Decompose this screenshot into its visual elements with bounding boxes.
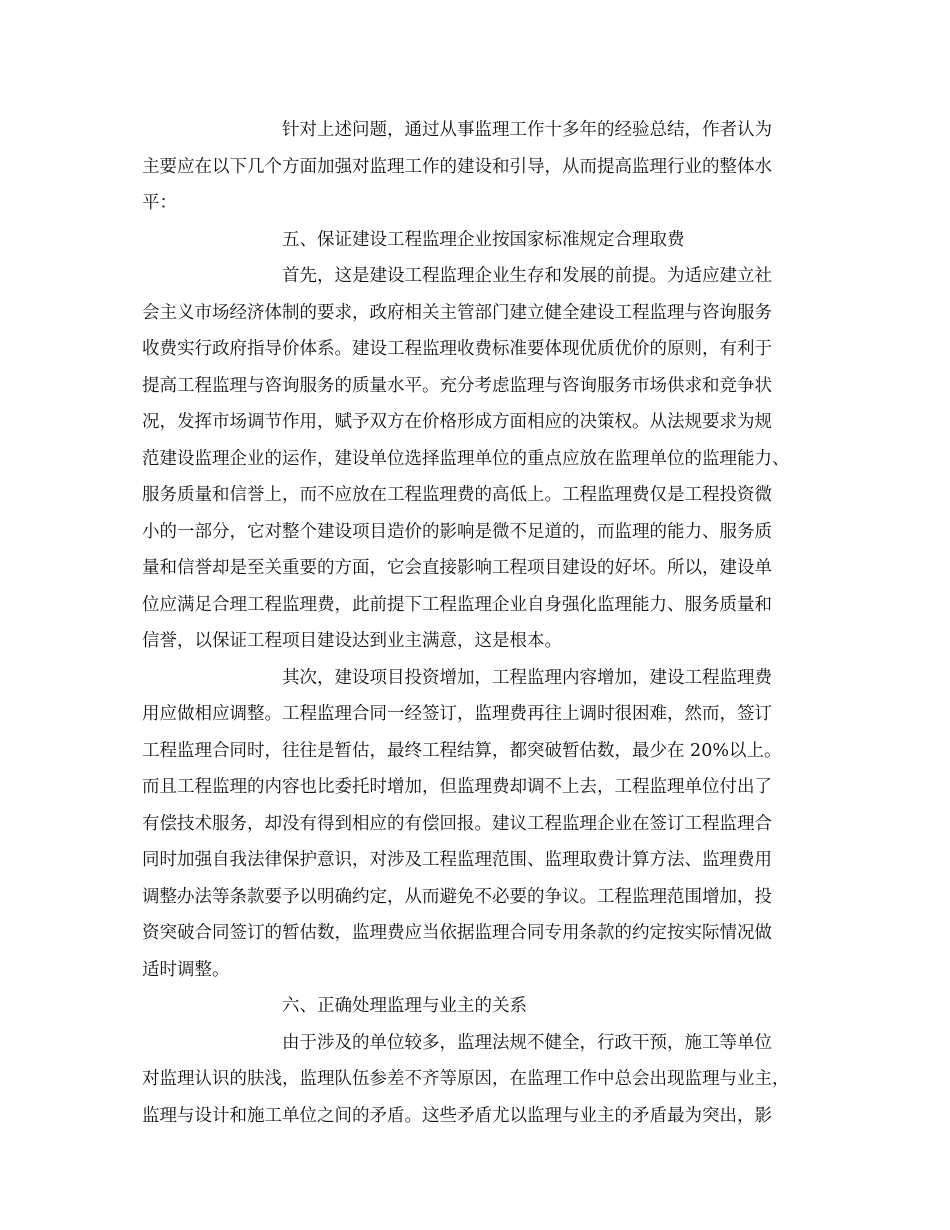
heading-line: 六、正确处理监理与业主的关系: [282, 996, 527, 1016]
text-line: 范建设监理企业的运作，建设单位选择监理单位的重点应放在监理单位的监理能力、: [142, 448, 790, 469]
text-line: 主要应在以下几个方面加强对监理工作的建设和引导，从而提高监理行业的整体水: [142, 156, 772, 177]
text-line: 资突破合同签订的暂估数，监理费应当依据监理合同专用条款的约定按实际情况做: [142, 923, 772, 943]
text-line: 其次，建设项目投资增加，工程监理内容增加，建设工程监理费: [282, 667, 772, 688]
text-line: 用应做相应调整。工程监理合同一经签订，监理费再往上调时很困难，然而，签订: [142, 704, 772, 724]
text-line: 信誉，以保证工程项目建设达到业主满意，这是根本。: [142, 631, 562, 651]
paragraph-first: [142, 258, 812, 660]
text-line: 平：: [142, 193, 177, 213]
text-line: 小的一部分，它对整个建设项目造价的影响是微不足道的，而监理的能力、服务质: [142, 521, 772, 542]
heading-line: 五、保证建设工程监理企业按国家标准规定合理取费: [282, 229, 685, 250]
text-line: 工程监理合同时，往往是暂估，最终工程结算，都突破暂估数，最少在 20%以上。: [142, 740, 782, 761]
paragraph-third: [142, 1025, 812, 1135]
text-line: 会主义市场经济体制的要求，政府相关主管部门建立健全建设工程监理与咨询服务: [142, 302, 772, 323]
text-line: 调整办法等条款要予以明确约定，从而避免不必要的争议。工程监理范围增加，投: [142, 886, 772, 907]
text-line: 同时加强自我法律保护意识，对涉及工程监理范围、监理取费计算方法、监理费用: [142, 850, 772, 870]
paragraph-intro: [142, 112, 812, 222]
body-text: [142, 112, 812, 1134]
text-line: 针对上述问题，通过从事监理工作十多年的经验总结，作者认为: [282, 120, 772, 140]
text-line: 适时调整。: [142, 959, 230, 980]
text-line: 收费实行政府指导价体系。建设工程监理收费标准要体现优质优价的原则，有利于: [142, 339, 772, 359]
section-heading-5: [142, 222, 812, 259]
text-line: 提高工程监理与咨询服务的质量水平。充分考虑监理与咨询服务市场供求和竞争状: [142, 375, 772, 396]
text-line: 位应满足合理工程监理费，此前提下工程监理企业自身强化监理能力、服务质量和: [142, 594, 772, 615]
text-line: 对监理认识的肤浅，监理队伍参差不齐等原因，在监理工作中总会出现监理与业主，: [142, 1069, 790, 1089]
text-line: 有偿技术服务，却没有得到相应的有偿回报。建议工程监理企业在签订工程监理合: [142, 813, 772, 834]
text-line: 监理与设计和施工单位之间的矛盾。这些矛盾尤以监理与业主的矛盾最为突出，影: [142, 1105, 772, 1126]
text-line: 而且工程监理的内容也比委托时增加，但监理费却调不上去，工程监理单位付出了: [142, 777, 772, 797]
text-line: 服务质量和信誉上，而不应放在工程监理费的高低上。工程监理费仅是工程投资微: [142, 485, 772, 505]
text-line: 量和信誉却是至关重要的方面，它会直接影响工程项目建设的好坏。所以，建设单: [142, 558, 772, 578]
text-line: 首先，这是建设工程监理企业生存和发展的前提。为适应建立社: [282, 266, 772, 286]
section-heading-6: [142, 988, 812, 1025]
text-line: 由于涉及的单位较多，监理法规不健全，行政干预，施工等单位: [282, 1032, 772, 1053]
text-line: 况，发挥市场调节作用，赋予双方在价格形成方面相应的决策权。从法规要求为规: [142, 412, 772, 432]
paragraph-second: [142, 660, 812, 989]
